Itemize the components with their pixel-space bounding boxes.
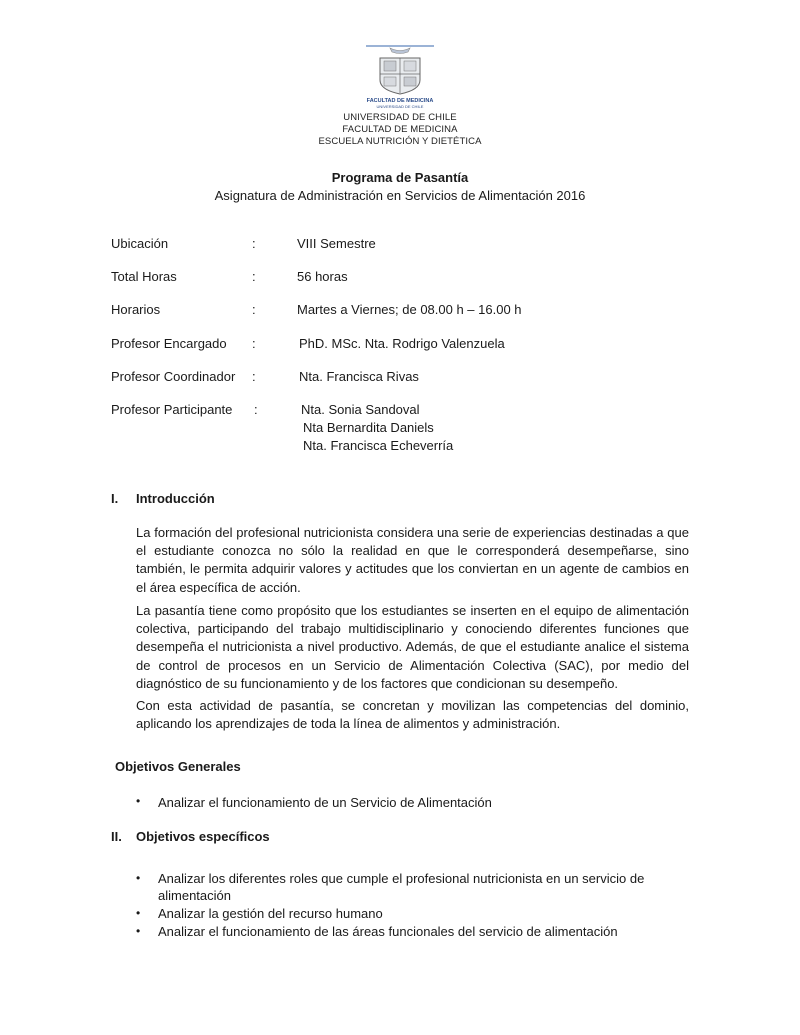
logo-caption: FACULTAD DE MEDICINA [366,98,434,104]
school-name: ESCUELA NUTRICIÓN Y DIETÉTICA [318,136,482,147]
info-value-profesor-encargado: PhD. MSc. Nta. Rodrigo Valenzuela [299,336,505,351]
info-colon: : [252,336,256,351]
info-label-profesor-participante: Profesor Participante [111,402,233,417]
document-subtitle: Asignatura de Administración en Servicios de Alimentación 2016 [214,188,586,203]
info-colon: : [252,269,256,284]
bullet-icon: • [136,871,141,885]
info-colon: : [252,302,256,317]
section-2-title: Objetivos específicos [136,829,270,844]
info-value-participante-1: Nta. Sonia Sandoval [301,402,420,417]
info-colon: : [254,402,258,417]
university-name: UNIVERSIDAD DE CHILE [343,112,457,123]
info-value-participante-2: Nta Bernardita Daniels [303,420,434,435]
section-1-number: I. [111,491,119,506]
info-colon: : [252,369,256,384]
section-1-title: Introducción [136,491,215,506]
info-label-total-horas: Total Horas [111,269,177,284]
section-2-number: II. [111,829,122,844]
info-value-profesor-coordinador: Nta. Francisca Rivas [299,369,419,384]
intro-paragraph-1: La formación del profesional nutricionista considera una serie de experiencias destinadas a que el estudiante conozca no sólo la realidad en que le corresponderá desempeñarse, sino también, le permita adquirir valores y actitudes que los conviertan en un agente de cambios en el área específica de acción. [136,525,689,595]
info-label-profesor-coordinador: Profesor Coordinador [111,369,236,384]
document-title: Programa de Pasantía [331,170,469,185]
objetivos-generales-title: Objetivos Generales [115,759,241,774]
info-label-ubicacion: Ubicación [111,236,169,251]
info-value-ubicacion: VIII Semestre [297,236,376,251]
info-label-horarios: Horarios [111,302,161,317]
info-value-participante-3: Nta. Francisca Echeverría [303,438,454,453]
bullet-icon: • [136,906,141,920]
objetivo-especifico-item: Analizar la gestión del recurso humano [158,906,383,921]
faculty-logo [364,44,436,110]
info-value-total-horas: 56 horas [297,269,348,284]
info-value-horarios: Martes a Viernes; de 08.00 h – 16.00 h [297,302,522,317]
intro-paragraph-3: Con esta actividad de pasantía, se concretan y movilizan las competencias del dominio, aplicando los aprendizajes de toda la línea de alimentos y administración. [136,698,689,732]
bullet-icon: • [136,924,141,938]
faculty-name: FACULTAD DE MEDICINA [342,124,458,135]
logo-caption-sub: UNIVERSIDAD DE CHILE [376,104,424,109]
bullet-icon: • [136,794,141,808]
objetivo-especifico-item: Analizar el funcionamiento de las áreas funcionales del servicio de alimentación [158,924,618,939]
info-label-profesor-encargado: Profesor Encargado [111,336,227,351]
institution-block [0,112,800,148]
objetivo-especifico-item: Analizar los diferentes roles que cumple el profesional nutricionista en un servicio de alimentación [158,871,645,903]
objetivo-general-item: Analizar el funcionamiento de un Servicio de Alimentación [158,795,492,810]
intro-paragraph-2: La pasantía tiene como propósito que los estudiantes se inserten en el equipo de alimentación colectiva, participando del trabajo multidisciplinario y conociendo diferentes funciones que desempeña el nutricionista a nivel productivo. Además, de que el estudiante analice el sistema de control de procesos en un Servicio de Alimentación Colectiva (SAC), por medio del diagnóstico de su funcionamiento y de los factores que condicionan su desempeño. [136,603,689,691]
info-colon: : [252,236,256,251]
